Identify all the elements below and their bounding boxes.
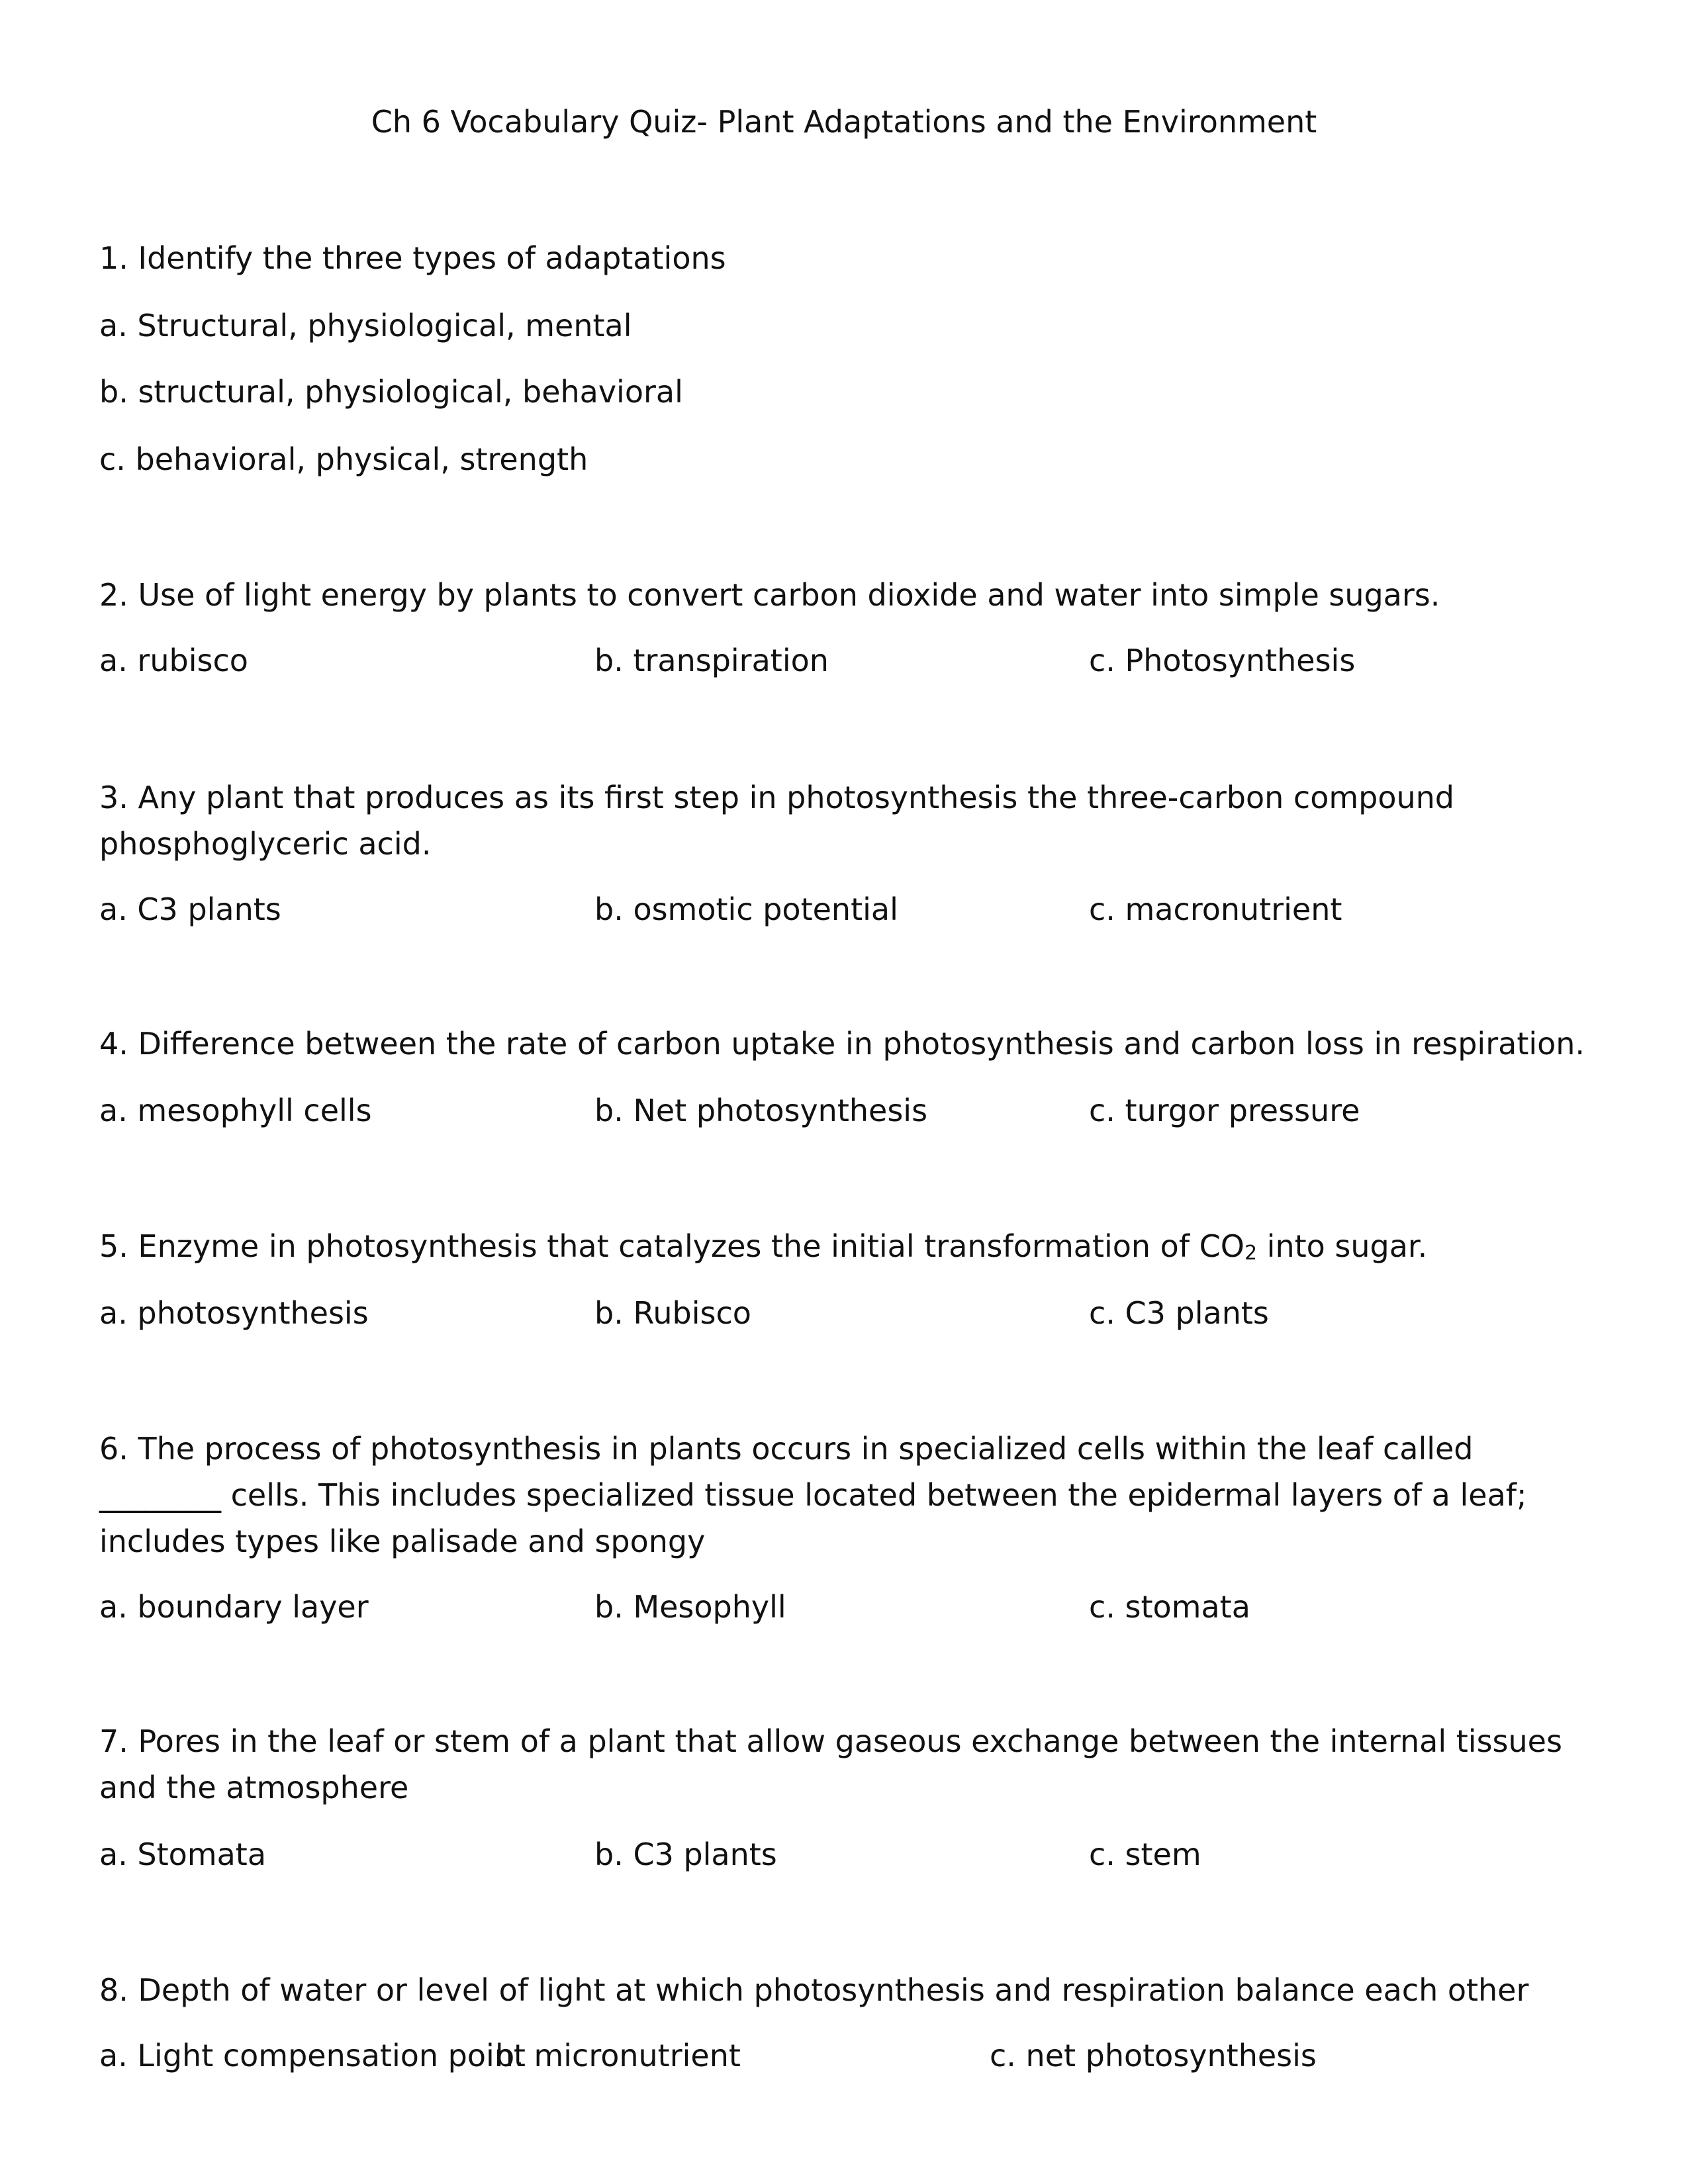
page-title: Ch 6 Vocabulary Quiz- Plant Adaptations and the Environment xyxy=(371,104,1317,140)
question-4-option-a: a. mesophyll cells xyxy=(99,1093,372,1128)
question-5-subscript: 2 xyxy=(1244,1242,1258,1265)
question-2-option-a: a. rubisco xyxy=(99,643,248,678)
question-7-option-c: c. stem xyxy=(1089,1837,1201,1872)
question-4-option-c: c. turgor pressure xyxy=(1089,1093,1360,1128)
question-2-text: 2. Use of light energy by plants to convert carbon dioxide and water into simple sugars. xyxy=(99,577,1440,613)
question-1-option-a: a. Structural, physiological, mental xyxy=(99,308,632,343)
question-8-text: 8. Depth of water or level of light at which photosynthesis and respiration balance each other xyxy=(99,1972,1529,2008)
question-7-option-a: a. Stomata xyxy=(99,1837,267,1872)
question-8-option-b: b. micronutrient xyxy=(495,2038,741,2073)
question-4-option-b: b. Net photosynthesis xyxy=(594,1093,928,1128)
question-6-option-b: b. Mesophyll xyxy=(594,1589,786,1625)
question-1-text: 1. Identify the three types of adaptations xyxy=(99,240,726,276)
question-1-option-c: c. behavioral, physical, strength xyxy=(99,441,588,477)
question-8-option-a: a. Light compensation point xyxy=(99,2038,526,2073)
question-3-option-b: b. osmotic potential xyxy=(594,891,898,927)
question-3-option-c: c. macronutrient xyxy=(1089,891,1342,927)
question-3-option-a: a. C3 plants xyxy=(99,891,281,927)
question-5-text xyxy=(99,1223,1589,1277)
question-5-text-end: into sugar. xyxy=(1257,1228,1428,1264)
question-6-option-a: a. boundary layer xyxy=(99,1589,369,1625)
question-8-option-c: c. net photosynthesis xyxy=(990,2038,1317,2073)
question-5-option-b: b. Rubisco xyxy=(594,1295,751,1331)
question-1-option-b: b. structural, physiological, behavioral xyxy=(99,374,683,410)
question-2-option-b: b. transpiration xyxy=(594,643,829,678)
question-6-text: 6. The process of photosynthesis in plants occurs in specialized cells within the leaf called ________ cells. This includes specialized tissue located between the epidermal layers of a leaf; includes types like palisade and spongy xyxy=(99,1431,1527,1559)
question-5-text-main: 5. Enzyme in photosynthesis that catalyzes the initial transformation of CO xyxy=(99,1228,1244,1264)
question-5-option-c: c. C3 plants xyxy=(1089,1295,1269,1331)
question-4-text: 4. Difference between the rate of carbon uptake in photosynthesis and carbon loss in respiration. xyxy=(99,1026,1585,1062)
question-2-option-c: c. Photosynthesis xyxy=(1089,643,1356,678)
question-3-text: 3. Any plant that produces as its first step in photosynthesis the three-carbon compound phosphoglyceric acid. xyxy=(99,780,1454,862)
question-5-option-a: a. photosynthesis xyxy=(99,1295,369,1331)
question-7-option-b: b. C3 plants xyxy=(594,1837,777,1872)
question-6-option-c: c. stomata xyxy=(1089,1589,1250,1625)
question-7-text: 7. Pores in the leaf or stem of a plant that allow gaseous exchange between the internal tissues and the atmosphere xyxy=(99,1723,1562,1805)
